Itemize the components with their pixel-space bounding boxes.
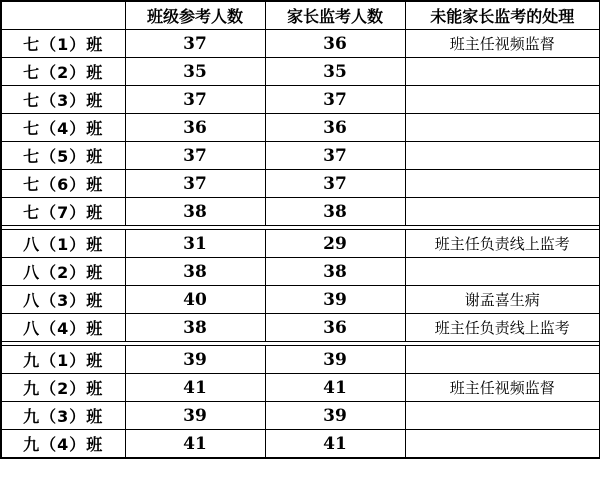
- remark-cell: [405, 58, 600, 86]
- remark-cell: [405, 86, 600, 114]
- table-row: [1, 198, 600, 226]
- table-row: [1, 402, 600, 430]
- parent-count-cell: 36: [265, 30, 405, 58]
- header-parent-proctor-count: 家长监考人数: [265, 1, 405, 30]
- table-row: [1, 314, 600, 342]
- parent-count-cell: 41: [265, 374, 405, 402]
- remark-cell: [405, 170, 600, 198]
- remark-cell: 谢孟喜生病: [405, 286, 600, 314]
- class-name-cell: 九（4）班: [1, 430, 125, 459]
- parent-count-cell: 41: [265, 430, 405, 459]
- table-row: [1, 114, 600, 142]
- table-row: [1, 170, 600, 198]
- class-name-cell: 七（4）班: [1, 114, 125, 142]
- exam-count-cell: 37: [125, 170, 265, 198]
- remark-cell: [405, 258, 600, 286]
- parent-count-cell: 38: [265, 258, 405, 286]
- parent-count-cell: 37: [265, 142, 405, 170]
- parent-count-cell: 37: [265, 86, 405, 114]
- remark-cell: [405, 346, 600, 374]
- parent-count-cell: 39: [265, 286, 405, 314]
- header-class-blank: [1, 1, 125, 30]
- table-row: [1, 374, 600, 402]
- parent-count-cell: 39: [265, 402, 405, 430]
- table-row: [1, 430, 600, 459]
- class-name-cell: 九（3）班: [1, 402, 125, 430]
- class-name-cell: 八（3）班: [1, 286, 125, 314]
- class-name-cell: 八（2）班: [1, 258, 125, 286]
- class-name-cell: 八（4）班: [1, 314, 125, 342]
- exam-count-cell: 35: [125, 58, 265, 86]
- parent-count-cell: 36: [265, 114, 405, 142]
- exam-count-cell: 37: [125, 30, 265, 58]
- remark-cell: 班主任视频监督: [405, 374, 600, 402]
- remark-cell: 班主任负责线上监考: [405, 230, 600, 258]
- exam-count-cell: 41: [125, 374, 265, 402]
- exam-count-cell: 38: [125, 258, 265, 286]
- class-name-cell: 七（5）班: [1, 142, 125, 170]
- class-name-cell: 九（2）班: [1, 374, 125, 402]
- table-row: [1, 230, 600, 258]
- class-name-cell: 七（6）班: [1, 170, 125, 198]
- table-row: [1, 30, 600, 58]
- exam-count-cell: 36: [125, 114, 265, 142]
- class-name-cell: 七（7）班: [1, 198, 125, 226]
- remark-cell: 班主任负责线上监考: [405, 314, 600, 342]
- class-name-cell: 九（1）班: [1, 346, 125, 374]
- table-row: [1, 258, 600, 286]
- table-row: [1, 286, 600, 314]
- remark-cell: [405, 114, 600, 142]
- exam-count-cell: 39: [125, 402, 265, 430]
- exam-count-cell: 38: [125, 198, 265, 226]
- header-remark: 未能家长监考的处理: [405, 1, 600, 30]
- header-row: [1, 1, 600, 30]
- exam-count-cell: 37: [125, 142, 265, 170]
- remark-cell: [405, 198, 600, 226]
- exam-count-cell: 40: [125, 286, 265, 314]
- parent-count-cell: 37: [265, 170, 405, 198]
- exam-count-cell: 37: [125, 86, 265, 114]
- table-row: [1, 86, 600, 114]
- class-name-cell: 七（3）班: [1, 86, 125, 114]
- parent-count-cell: 35: [265, 58, 405, 86]
- class-name-cell: 七（2）班: [1, 58, 125, 86]
- exam-count-cell: 38: [125, 314, 265, 342]
- header-exam-count: 班级参考人数: [125, 1, 265, 30]
- parent-count-cell: 36: [265, 314, 405, 342]
- class-name-cell: 八（1）班: [1, 230, 125, 258]
- class-name-cell: 七（1）班: [1, 30, 125, 58]
- exam-count-cell: 39: [125, 346, 265, 374]
- exam-count-cell: 41: [125, 430, 265, 459]
- table-row: [1, 142, 600, 170]
- exam-count-cell: 31: [125, 230, 265, 258]
- parent-count-cell: 38: [265, 198, 405, 226]
- table-row: [1, 346, 600, 374]
- remark-cell: 班主任视频监督: [405, 30, 600, 58]
- remark-cell: [405, 430, 600, 459]
- table-row: [1, 58, 600, 86]
- remark-cell: [405, 142, 600, 170]
- remark-cell: [405, 402, 600, 430]
- parent-count-cell: 29: [265, 230, 405, 258]
- parent-count-cell: 39: [265, 346, 405, 374]
